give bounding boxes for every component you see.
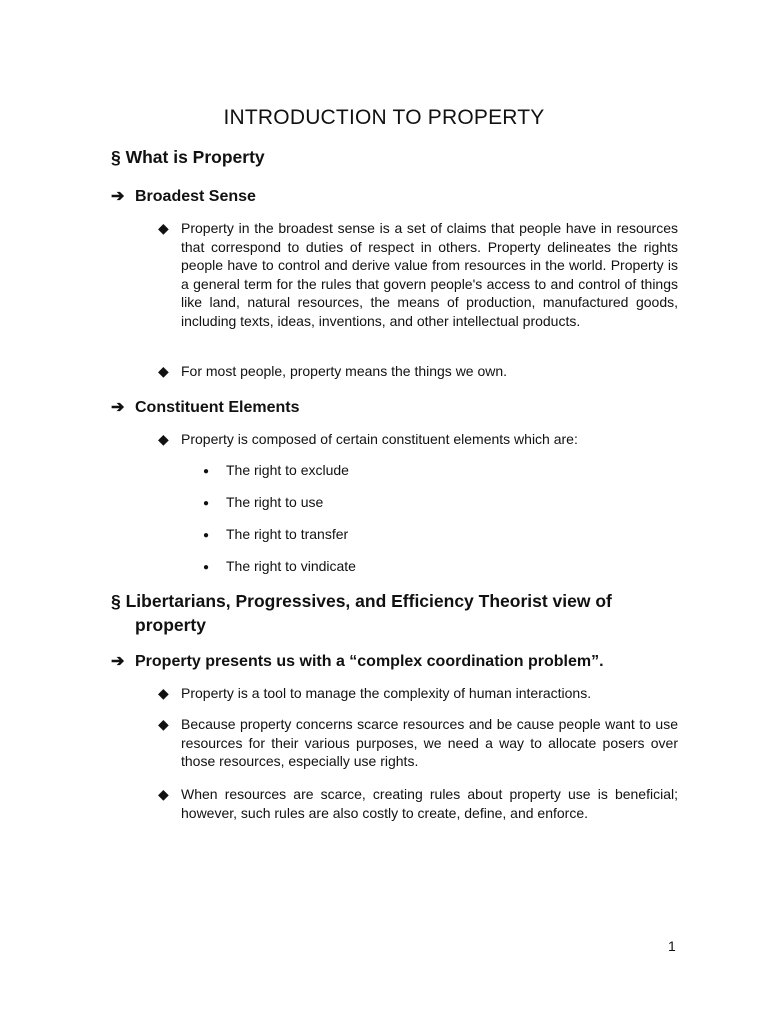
- arrow-icon: ➔: [111, 653, 125, 670]
- diamond-bullet-icon: ◆: [158, 220, 169, 236]
- section-heading-libertarians: [111, 589, 679, 637]
- list-item: [158, 715, 678, 771]
- page-title: INTRODUCTION TO PROPERTY: [223, 106, 545, 129]
- diamond-bullet-icon: ◆: [158, 716, 169, 732]
- diamond-bullet-icon: ◆: [158, 363, 169, 379]
- section-heading-line: § Libertarians, Progressives, and Efficiency Theorist view of: [111, 591, 612, 611]
- bullet-text: Because property concerns scarce resources and be cause people want to use resources for their various purposes, we need a way to allocate posers over those resources, especially use rights.: [181, 716, 678, 770]
- sub-list-item: [203, 526, 348, 542]
- diamond-bullet-icon: ◆: [158, 786, 169, 802]
- list-item: [158, 219, 678, 331]
- subheading-label: Constituent Elements: [135, 399, 300, 416]
- subheading-constituent-elements: [111, 397, 299, 417]
- dot-bullet-icon: ●: [203, 466, 210, 477]
- subheading-coordination-problem: [111, 651, 604, 671]
- subheading-label: Property presents us with a “complex coordination problem”.: [135, 653, 604, 670]
- section-heading-what-is-property: § What is Property: [111, 147, 265, 167]
- sub-item-text: The right to transfer: [226, 526, 349, 542]
- list-item: [158, 430, 678, 449]
- arrow-icon: ➔: [111, 399, 125, 416]
- section-heading-continuation: property: [135, 615, 206, 635]
- dot-bullet-icon: ●: [203, 498, 210, 509]
- diamond-bullet-icon: ◆: [158, 431, 169, 447]
- arrow-icon: ➔: [111, 188, 125, 205]
- sub-list-item: [203, 462, 349, 478]
- sub-item-text: The right to exclude: [226, 462, 349, 478]
- bullet-text: Property in the broadest sense is a set of claims that people have in resources that correspond to duties of respect in others. Property delineates the rights people have to control and derive value from resources in the world. Property is a general term for the rules that govern people's access to and control of things like land, natural resources, the means of production, manufactured goods, including texts, ideas, inventions, and other intellectual products.: [181, 220, 678, 329]
- subheading-label: Broadest Sense: [135, 188, 256, 205]
- list-item: [158, 785, 678, 822]
- diamond-bullet-icon: ◆: [158, 685, 169, 701]
- sub-item-text: The right to vindicate: [226, 558, 356, 574]
- dot-bullet-icon: ●: [203, 562, 210, 573]
- dot-bullet-icon: ●: [203, 530, 210, 541]
- page-number: 1: [668, 938, 676, 954]
- sub-list-item: [203, 558, 356, 574]
- subheading-broadest-sense: [111, 186, 256, 206]
- bullet-text: For most people, property means the things we own.: [181, 363, 508, 379]
- bullet-text: When resources are scarce, creating rules about property use is beneficial; however, such rules are also costly to create, define, and enforce.: [181, 786, 678, 821]
- list-item: [158, 684, 678, 703]
- list-item: [158, 362, 678, 381]
- bullet-text: Property is a tool to manage the complexity of human interactions.: [181, 685, 592, 701]
- sub-list-item: [203, 494, 323, 510]
- bullet-text: Property is composed of certain constituent elements which are:: [181, 431, 578, 447]
- sub-item-text: The right to use: [226, 494, 324, 510]
